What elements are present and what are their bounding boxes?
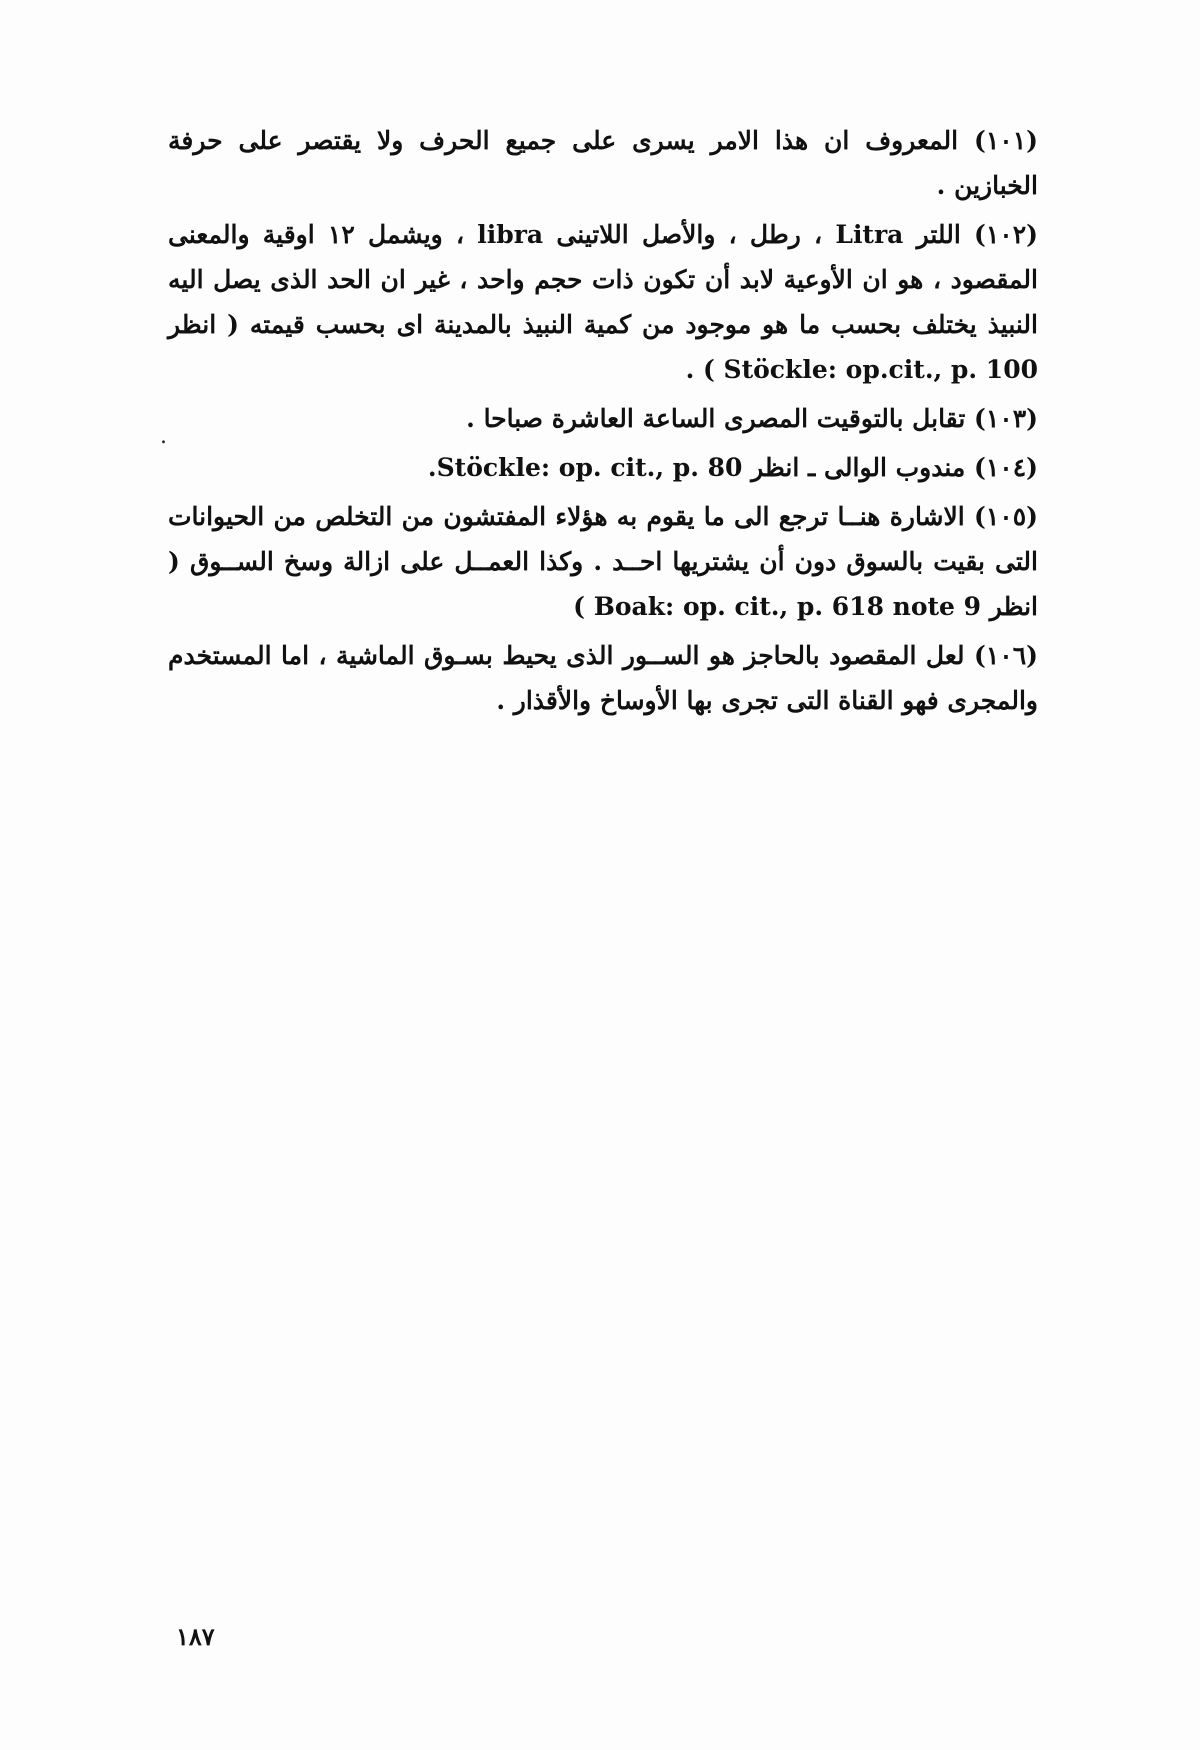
stray-mark: . [160, 424, 167, 449]
footnote-number: (١٠٦) [974, 641, 1038, 670]
footnote-text: تقابل بالتوقيت المصرى الساعة العاشرة صباحا . [466, 404, 966, 433]
footnote-text: الاشارة هنــا ترجع الى ما يقوم به هؤلاء المفتشون من التخلص من الحيوانات التى بقيت بالسوق دون أن يشتريها احــد . وكذا العمــل على ازالة وسخ الســوق ( انظر Boak: op. cit., p. 618 note 9 ) [168, 502, 1038, 621]
footnote-number: (١٠٢) [974, 220, 1038, 249]
footnote-text: اللتر Litra ، رطل ، والأصل اللاتينى libra ، ويشمل ١٢ اوقية والمعنى المقصود ، هو ان الأوعية لابد أن تكون ذات حجم واحد ، غير ان الحد الذى يصل اليه النبيذ يختلف بحسب ما هو موجود من كمية النبيذ بالمدينة اى بحسب قيمته ( انظر Stöckle: op.cit., p. 100 ) . [168, 220, 1038, 384]
footnote-103 [168, 396, 1038, 441]
footnote-101 [168, 118, 1038, 208]
footnote-106 [168, 633, 1038, 723]
footnote-number: (١٠٤) [974, 453, 1038, 482]
footnote-number: (١٠٣) [974, 404, 1038, 433]
footnotes-block [168, 118, 1038, 727]
footnote-number: (١٠٥) [974, 502, 1038, 531]
footnote-number: (١٠١) [974, 126, 1038, 155]
footnote-text: المعروف ان هذا الامر يسرى على جميع الحرف ولا يقتصر على حرفة الخبازين . [168, 126, 1038, 200]
footnote-text: لعل المقصود بالحاجز هو الســور الذى يحيط بسـوق الماشية ، اما المستخدم والمجرى فهو القناة التى تجرى بها الأوساخ والأقذار . [168, 641, 1038, 715]
footnote-104 [168, 445, 1038, 490]
footnote-105 [168, 494, 1038, 629]
footnote-text: مندوب الوالى ـ انظر Stöckle: op. cit., p. 80. [427, 453, 966, 482]
page-number: ١٨٧ [176, 1622, 215, 1651]
footnote-102 [168, 212, 1038, 392]
